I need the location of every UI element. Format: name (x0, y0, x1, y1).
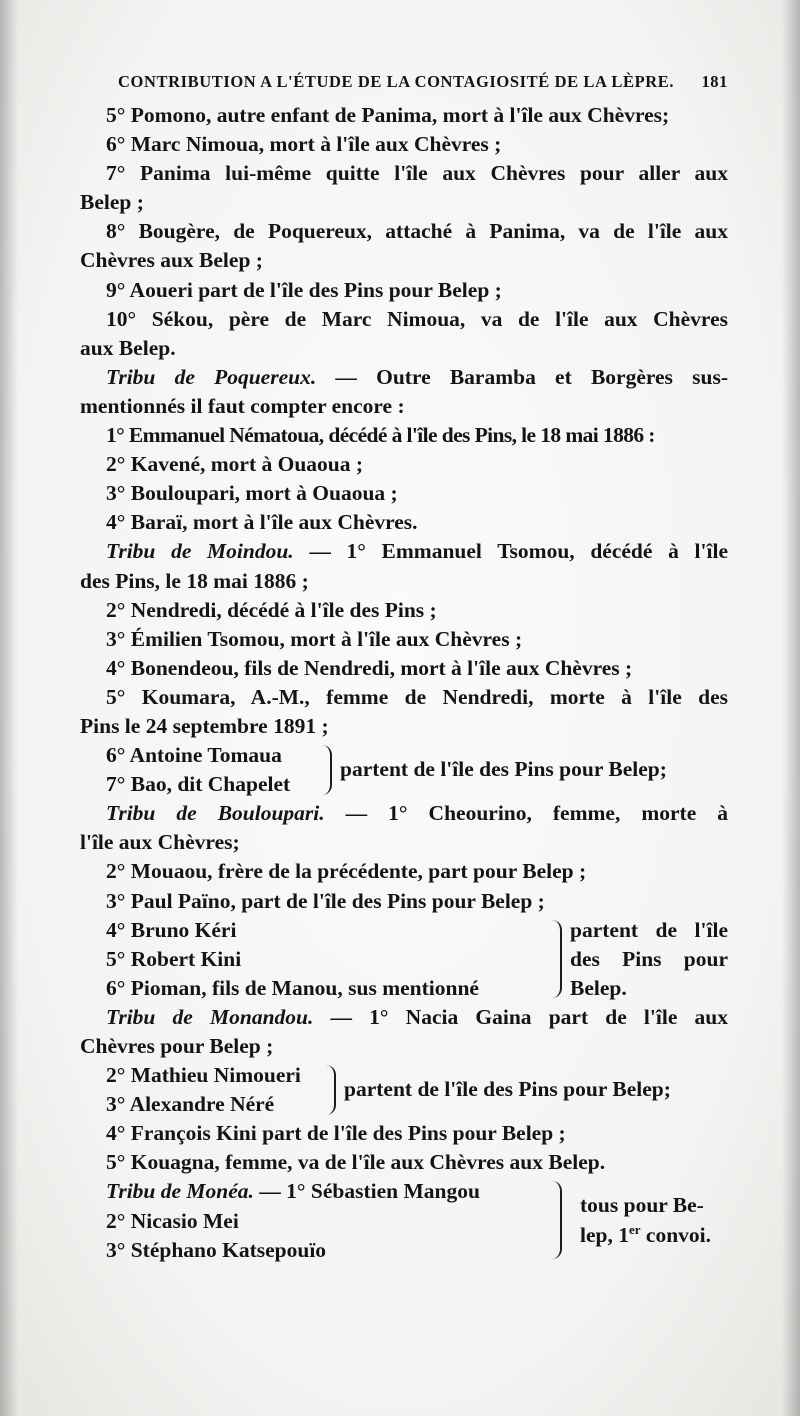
text-line: 7° Panima lui-même quitte l'île aux Chèvres pour aller aux (106, 161, 728, 186)
text-span: lep, 1 (580, 1222, 629, 1247)
brace-name-line (106, 1177, 480, 1206)
section-heading-line (80, 799, 728, 828)
running-header (118, 72, 738, 92)
text-line: Pins le 24 septembre 1891 ; (80, 713, 329, 738)
running-title: CONTRIBUTION A L'ÉTUDE DE LA CONTAGIOSITÉ DE LA LÈPRE. (118, 72, 675, 91)
page-number: 181 (701, 72, 728, 91)
brace-group-monandou (80, 1061, 728, 1119)
scan-shadow-left (0, 0, 18, 1416)
brace-group-monea (80, 1177, 728, 1264)
brace-name: 6° Antoine Tomaua (106, 743, 282, 768)
text-span: — 1° Sébastien Mangou (253, 1179, 480, 1204)
brace-group-moindou (80, 741, 728, 799)
brace-names (106, 916, 479, 1003)
tribe-title-monandou: Tribu de Monandou. (106, 1004, 314, 1029)
curly-brace (324, 1065, 336, 1115)
brace-names (106, 1177, 480, 1264)
brace-name: 3° Alexandre Néré (106, 1092, 275, 1117)
text-line: Chèvres pour Belep ; (80, 1034, 274, 1059)
brace-text-line: des Pins pour (570, 946, 728, 971)
text-line: Belep ; (80, 190, 144, 215)
brace-text-line: Belep. (570, 975, 627, 1000)
text-line: 5° Koumara, A.-M., femme de Nendredi, morte à l'île des (106, 684, 728, 709)
brace-name: 2° Mathieu Nimoueri (106, 1063, 301, 1088)
section-heading-line (80, 1003, 728, 1032)
section-heading-line (80, 537, 728, 566)
text-line: 2° Kavené, mort à Ouaoua ; (106, 452, 364, 477)
text-line: 3° Paul Païno, part de l'île des Pins pour Belep ; (106, 888, 545, 913)
brace-text-line: partent de l'île (570, 917, 728, 942)
brace-text-line (580, 1221, 711, 1250)
text-line: des Pins, le 18 mai 1886 ; (80, 568, 309, 593)
tribe-title-bouloupari: Tribu de Bouloupari. (106, 801, 325, 826)
text-line: 5° Pomono, autre enfant de Panima, mort à l'île aux Chèvres; (106, 103, 670, 127)
text-span: — Outre Baramba et Borgères sus- (316, 364, 728, 389)
brace-name: 3° Stéphano Katsepouïo (106, 1237, 327, 1262)
brace-name: 4° Bruno Kéri (106, 917, 237, 942)
brace-text: partent de l'île des Pins pour Belep; (340, 757, 667, 782)
brace-name: 7° Bao, dit Chapelet (106, 772, 291, 797)
brace-names (106, 741, 290, 799)
brace-names (106, 1061, 301, 1119)
brace-text: partent de l'île des Pins pour Belep; (344, 1077, 671, 1102)
brace-name: 6° Pioman, fils de Manou, sus mentionné (106, 975, 479, 1000)
text-line: 10° Sékou, père de Marc Nimoua, va de l'île aux Chèvres (106, 306, 728, 331)
text-line: aux Belep. (80, 335, 176, 360)
text-line: 4° François Kini part de l'île des Pins pour Belep ; (106, 1121, 566, 1146)
tribe-title-monea: Tribu de Monéa. (106, 1179, 254, 1204)
text-line: 9° Aoueri part de l'île des Pins pour Belep ; (106, 277, 502, 302)
text-line: 2° Mouaou, frère de la précédente, part pour Belep ; (106, 859, 587, 884)
text-line: 8° Bougère, de Poquereux, attaché à Panima, va de l'île aux (106, 219, 728, 244)
text-span: convoi. (640, 1222, 712, 1247)
text-line: mentionnés il faut compter encore : (80, 393, 405, 418)
text-line: 4° Baraï, mort à l'île aux Chèvres. (106, 510, 418, 535)
superscript: er (628, 1221, 641, 1237)
brace-name: 2° Nicasio Mei (106, 1208, 239, 1233)
tribe-title-moindou: Tribu de Moindou. (106, 539, 294, 564)
curly-brace (320, 745, 332, 795)
text-line: 5° Kouagna, femme, va de l'île aux Chèvres aux Belep. (106, 1150, 606, 1175)
brace-text-line: tous pour Be- (580, 1193, 704, 1218)
tribe-title-poquereux: Tribu de Poquereux. (106, 364, 317, 389)
brace-name: 5° Robert Kini (106, 946, 242, 971)
text-line: 3° Émilien Tsomou, mort à l'île aux Chèvres ; (106, 626, 523, 651)
text-line: 2° Nendredi, décédé à l'île des Pins ; (106, 597, 437, 622)
text-span: — 1° Cheourino, femme, morte à (324, 801, 729, 826)
body-text (80, 101, 728, 1265)
text-line: 3° Bouloupari, mort à Ouaoua ; (106, 481, 398, 506)
curly-brace (550, 920, 562, 998)
text-line: 4° Bonendeou, fils de Nendredi, mort à l'île aux Chèvres ; (106, 655, 633, 680)
brace-text (570, 916, 728, 1003)
curly-brace (550, 1181, 562, 1259)
text-line: l'île aux Chèvres; (80, 830, 240, 855)
text-span: — 1° Nacia Gaina part de l'île aux (313, 1004, 728, 1029)
brace-text (580, 1191, 711, 1249)
section-heading-line (80, 363, 728, 392)
text-line: Chèvres aux Belep ; (80, 248, 263, 273)
scan-shadow-right (782, 0, 800, 1416)
text-line: 1° Emmanuel Nématoua, décédé à l'île des Pins, le 18 mai 1886 : (106, 423, 655, 448)
text-line: 6° Marc Nimoua, mort à l'île aux Chèvres ; (106, 132, 502, 157)
text-span: — 1° Emmanuel Tsomou, décédé à l'île (293, 539, 728, 564)
brace-group-bouloupari (80, 916, 728, 1003)
